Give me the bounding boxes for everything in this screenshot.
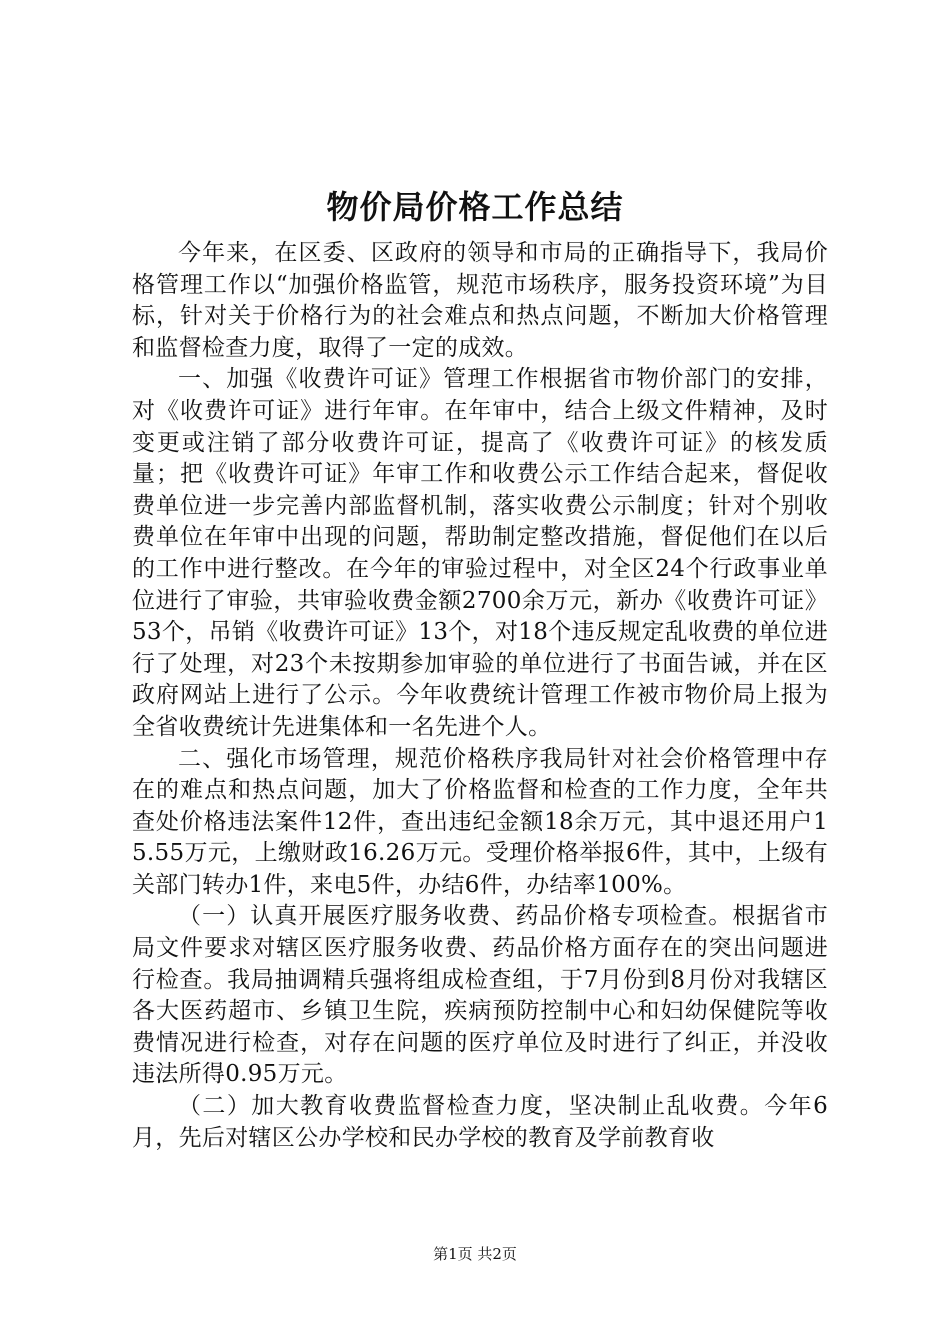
- document-title: 物价局价格工作总结: [326, 188, 624, 226]
- page-footer: 第1页 共2页: [433, 1245, 517, 1263]
- document-body: [132, 238, 828, 1154]
- paragraph-intro: 今年来，在区委、区政府的领导和市局的正确指导下，我局价格管理工作以“加强价格监管，规范市场秩序，服务投资环境”为目标，针对关于价格行为的社会难点和热点问题，不断加大价格管理和监督检查力度，取得了一定的成效。: [132, 240, 828, 361]
- paragraph-subsection-2: （二）加大教育收费监督检查力度，坚决制止乱收费。今年6月，先后对辖区公办学校和民办学校的教育及学前教育收: [132, 1093, 828, 1151]
- paragraph-subsection-1: （一）认真开展医疗服务收费、药品价格专项检查。根据省市局文件要求对辖区医疗服务收费、药品价格方面存在的突出问题进行检查。我局抽调精兵强将组成检查组，于7月份到8月份对我辖区各大医药超市、乡镇卫生院，疾病预防控制中心和妇幼保健院等收费情况进行检查，对存在问题的医疗单位及时进行了纠正，并没收违法所得0.95万元。: [132, 903, 828, 1088]
- paragraph-section-1: 一、加强《收费许可证》管理工作根据省市物价部门的安排，对《收费许可证》进行年审。在年审中，结合上级文件精神，及时变更或注销了部分收费许可证，提高了《收费许可证》的核发质量；把《收费许可证》年审工作和收费公示工作结合起来，督促收费单位进一步完善内部监督机制，落实收费公示制度；针对个别收费单位在年审中出现的问题，帮助制定整改措施，督促他们在以后的工作中进行整改。在今年的审验过程中，对全区24个行政事业单位进行了审验，共审验收费金额2700余万元，新办《收费许可证》53个，吊销《收费许可证》13个，对18个违反规定乱收费的单位进行了处理，对23个未按期参加审验的单位进行了书面告诫，并在区政府网站上进行了公示。今年收费统计管理工作被市物价局上报为全省收费统计先进集体和一名先进个人。: [132, 366, 828, 740]
- paragraph-section-2: 二、强化市场管理，规范价格秩序我局针对社会价格管理中存在的难点和热点问题，加大了价格监督和检查的工作力度，全年共查处价格违法案件12件，查出违纪金额18余万元，其中退还用户15.55万元，上缴财政16.26万元。受理价格举报6件，其中，上级有关部门转办1件，来电5件，办结6件，办结率100%。: [132, 745, 828, 898]
